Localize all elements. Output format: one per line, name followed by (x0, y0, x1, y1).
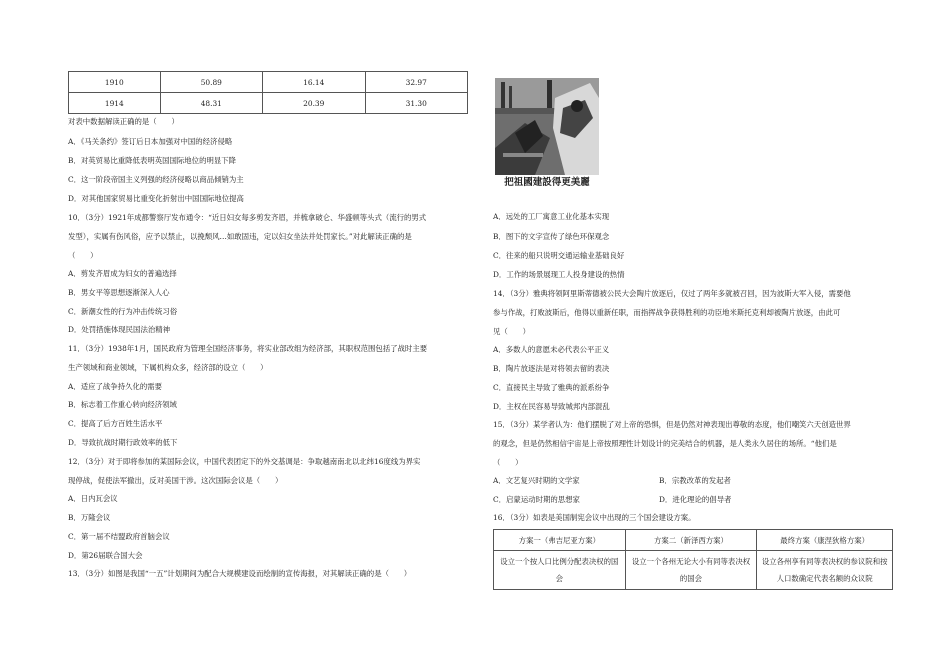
q11-stem-line: 11．（3分）1938年1月，国民政府为管理全国经济事务，将实业部改组为经济部，其职权范围包括了战时主要 (68, 344, 428, 353)
table-cell: 1910 (69, 72, 161, 93)
q9-stem: 对表中数据解读正确的是（ ） (68, 117, 179, 126)
table-header: 最终方案（康涅狄格方案） (757, 530, 893, 551)
q10-stem-line: 10．（3分）1921年成都警察厅发布通令：“近日妇女每多剪发齐眉，并梳拿破仑、华盛顿等头式（流行的男式 (68, 213, 427, 222)
q14-stem-line: 见（ ） (493, 327, 530, 336)
q13-stem: 13．（3分）如图是我国“一五”计划期间为配合大规模建设而绘制的宣传海报，对其解读正确的是（ ） (68, 569, 412, 578)
poster-caption: 把祖國建設得更美麗 (504, 177, 590, 188)
q12-option-d: D．第26届联合国大会 (68, 551, 143, 560)
table-header-row (494, 530, 893, 551)
q10-option-a: A．剪发齐眉成为妇女的普遍选择 (68, 269, 177, 278)
congress-plans-table (493, 529, 893, 590)
q9-option-b: B．对英贸易比重降低表明英国国际地位的明显下降 (68, 156, 237, 165)
q10-stem-line: 发型），实属有伤风俗，应予以禁止，以挽颓风…如敢固违，定以妇女坐法并处罚家长。”对此解读正确的是 (68, 232, 412, 241)
q10-option-c: C．新潮女性的行为冲击传统习俗 (68, 307, 178, 316)
q11-option-d: D．导致抗战时期行政效率的低下 (68, 438, 178, 447)
table-cell: 50.89 (160, 72, 262, 93)
q11-stem-line: 生产领域和商业领域，下属机构众多，经济部的设立（ ） (68, 363, 268, 372)
q14-stem-line: 参与作战，打败波斯后，他得以重新任职，而指挥战争获得胜利的功臣地米斯托克利却被陶片放逐，由此可 (493, 308, 841, 317)
table-cell: 1914 (69, 93, 161, 114)
q15-option-b: B．宗教改革的发起者 (659, 476, 731, 485)
q10-stem-line: （ ） (68, 251, 98, 260)
table-header: 方案一（弗吉尼亚方案） (494, 530, 626, 551)
propaganda-poster-image (495, 78, 599, 188)
table-cell: 20.39 (263, 93, 365, 114)
q15-option-a: A．文艺复兴时期的文学家 (493, 476, 580, 485)
table-cell: 31.30 (365, 93, 468, 114)
table-cell: 16.14 (263, 72, 365, 93)
q14-option-c: C．直接民主导致了雅典的派系纷争 (493, 383, 610, 392)
table-cell: 32.97 (365, 72, 468, 93)
q12-option-b: B．万隆会议 (68, 513, 111, 522)
q15-stem-line: 的观念，但是仍然相信宇宙是上帝按照理性计划设计的完美结合的机器，是人类永久居住的场所。“他们是 (493, 439, 837, 448)
trade-share-table (68, 71, 468, 114)
table-row (69, 93, 468, 114)
q12-stem-line: 12．（3分）对于即将参加的某国际会议，中国代表团定下的外交基调是：争取越南南北以北纬16度线为界实 (68, 457, 421, 466)
q12-option-c: C．第一届不结盟政府首脑会议 (68, 532, 170, 541)
q11-option-a: A．适应了战争持久化的需要 (68, 382, 163, 391)
q11-option-c: C．提高了后方百姓生活水平 (68, 419, 163, 428)
q15-stem-line: 15．（3分）某学者认为：他们摆脱了对上帝的恐惧，但是仍然对神表现出尊敬的态度，他们嘲笑六天创造世界 (493, 420, 851, 429)
q14-stem-line: 14．（3分）雅典将领阿里斯蒂德被公民大会陶片放逐后，仅过了两年多就被召回，因为波斯大军入侵，需要他 (493, 289, 851, 298)
q13-option-b: B．图下的文字宣传了绿色环保观念 (493, 232, 610, 241)
table-cell: 48.31 (160, 93, 262, 114)
table-row (69, 72, 468, 93)
q13-option-d: D．工作的场景展现工人投身建设的热情 (493, 270, 625, 279)
q15-option-d: D．进化理论的倡导者 (659, 495, 732, 504)
q9-option-d: D．对其他国家贸易比重变化折射出中国国际地位提高 (68, 194, 244, 203)
q13-option-c: C．往来的船只说明交通运输业基础良好 (493, 251, 625, 260)
q10-option-b: B．男女平等思想逐渐深入人心 (68, 288, 170, 297)
q14-option-b: B．陶片放逐法是对将领去留的表决 (493, 364, 610, 373)
q13-option-a: A．远处的工厂寓意工业化基本实现 (493, 212, 610, 221)
table-header: 方案二（新泽西方案） (625, 530, 757, 551)
table-row (494, 551, 893, 590)
q14-option-a: A．多数人的意愿未必代表公平正义 (493, 345, 610, 354)
q9-option-c: C．这一阶段帝国主义列强的经济侵略以商品倾销为主 (68, 175, 244, 184)
table-cell: 设立一个各州无论大小有同等表决权的国会 (625, 551, 757, 590)
table-cell: 设立一个按人口比例分配表决权的国会 (494, 551, 626, 590)
q15-option-c: C．启蒙运动时期的思想家 (493, 495, 580, 504)
table-cell: 设立各州享有同等表决权的参议院和按人口数确定代表名额的众议院 (757, 551, 893, 590)
q14-option-d: D．主权在民容易导致城邦内部混乱 (493, 402, 610, 411)
q15-stem-line: （ ） (493, 458, 523, 467)
q16-stem: 16．（3分）如表是美国制宪会议中出现的三个国会建设方案。 (493, 513, 696, 522)
q12-option-a: A．日内瓦会议 (68, 494, 118, 503)
q10-option-d: D．处罚措施体现民国法治精神 (68, 325, 171, 334)
q11-option-b: B．标志着工作重心转向经济领域 (68, 400, 177, 409)
q9-option-a: A．《马关条约》签订后日本加强对中国的经济侵略 (68, 137, 233, 146)
q12-stem-line: 现停战，促使法军撤出，反对美国干涉。这次国际会议是（ ） (68, 476, 283, 485)
